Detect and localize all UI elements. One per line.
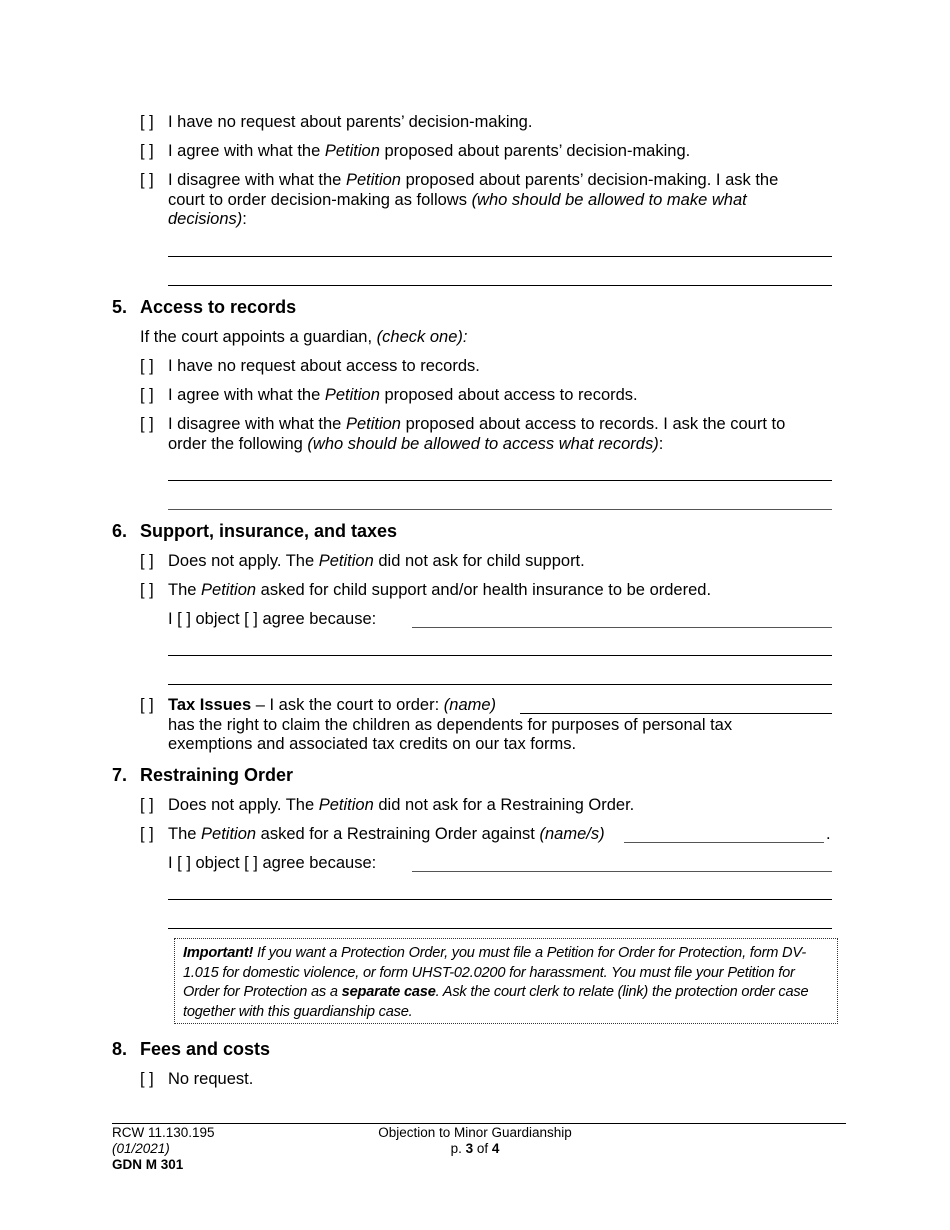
decision-option-disagree: I disagree with what the Petition proposed about parents’ decision-making. I ask the court to order decision-making as follows (who should be allowed to make what decisions):: [168, 171, 779, 228]
footer-page: p. 3 of 4: [450, 1141, 500, 1156]
fill-in-line[interactable]: [168, 928, 832, 929]
fill-in-line[interactable]: [168, 684, 832, 685]
section-number: 6.: [112, 521, 128, 541]
object-agree-choice[interactable]: I [ ] object [ ] agree because:: [168, 610, 377, 628]
section-intro: If the court appoints a guardian, (check one):: [140, 328, 468, 346]
records-option-disagree: I disagree with what the Petition proposed about access to records. I ask the court to order the following (who should be allowed to access what records):: [168, 415, 786, 453]
fill-in-line[interactable]: [168, 285, 832, 286]
fees-option-no-request: No request.: [168, 1070, 254, 1088]
checkbox[interactable]: [ ]: [140, 1070, 154, 1088]
fill-in-line[interactable]: [168, 655, 832, 656]
footer-divider: [112, 1123, 846, 1124]
support-option-not-apply: Does not apply. The Petition did not ask for child support.: [168, 552, 585, 570]
fill-in-line[interactable]: [624, 842, 824, 843]
fill-in-line[interactable]: [520, 713, 832, 714]
checkbox[interactable]: [ ]: [140, 142, 154, 160]
footer-left: [112, 1125, 215, 1173]
section-number: 7.: [112, 765, 128, 785]
checkbox[interactable]: [ ]: [140, 581, 154, 599]
footer-title: Objection to Minor Guardianship: [378, 1125, 572, 1140]
fill-in-line[interactable]: [168, 509, 832, 510]
fill-in-line[interactable]: [168, 256, 832, 257]
support-option-petition-asked: The Petition asked for child support and/or health insurance to be ordered.: [168, 581, 712, 599]
restraining-option-not-apply: Does not apply. The Petition did not ask for a Restraining Order.: [168, 796, 635, 814]
section-number: 8.: [112, 1039, 128, 1059]
important-notice-box: Important! If you want a Protection Order, you must file a Petition for Order for Protection, form DV-1.015 for domestic violence, or form UHST-02.0200 for harassment. You must file your Petition for Order for Protection as a separate case. Ask the court clerk to relate (link) the protection order case together with this guardianship case.: [174, 938, 838, 1024]
records-option-no-request: I have no request about access to records.: [168, 357, 480, 375]
checkbox[interactable]: [ ]: [140, 825, 154, 843]
footer-date: (01/2021): [112, 1141, 170, 1156]
footer-rcw: RCW 11.130.195: [112, 1125, 215, 1140]
checkbox[interactable]: [ ]: [140, 386, 154, 404]
decision-option-no-request: I have no request about parents’ decision-making.: [168, 113, 533, 131]
object-agree-choice[interactable]: I [ ] object [ ] agree because:: [168, 854, 377, 872]
restraining-option-petition-asked: The Petition asked for a Restraining Order against (name/s): [168, 825, 605, 843]
footer-form-number: GDN M 301: [112, 1157, 184, 1172]
checkbox[interactable]: [ ]: [140, 696, 154, 714]
checkbox[interactable]: [ ]: [140, 113, 154, 131]
tax-issues-option: Tax Issues – I ask the court to order: (name) has the right to claim the children as dependents for purposes of personal tax exemptions and associated tax credits on our tax forms.: [168, 696, 733, 753]
sentence-period: .: [826, 825, 831, 843]
fill-in-line[interactable]: [412, 627, 832, 628]
checkbox[interactable]: [ ]: [140, 552, 154, 570]
section-title-restraining-order: Restraining Order: [140, 765, 294, 785]
footer-center: [345, 1125, 605, 1157]
fill-in-line[interactable]: [168, 480, 832, 481]
records-option-agree: I agree with what the Petition proposed about access to records.: [168, 386, 638, 404]
section-title-fees: Fees and costs: [140, 1039, 271, 1059]
fill-in-line[interactable]: [168, 899, 832, 900]
checkbox[interactable]: [ ]: [140, 171, 154, 189]
section-title-support: Support, insurance, and taxes: [140, 521, 398, 541]
checkbox[interactable]: [ ]: [140, 415, 154, 433]
fill-in-line[interactable]: [412, 871, 832, 872]
checkbox[interactable]: [ ]: [140, 796, 154, 814]
decision-option-agree: I agree with what the Petition proposed about parents’ decision-making.: [168, 142, 691, 160]
checkbox[interactable]: [ ]: [140, 357, 154, 375]
section-number: 5.: [112, 297, 128, 317]
section-title-access-to-records: Access to records: [140, 297, 297, 317]
